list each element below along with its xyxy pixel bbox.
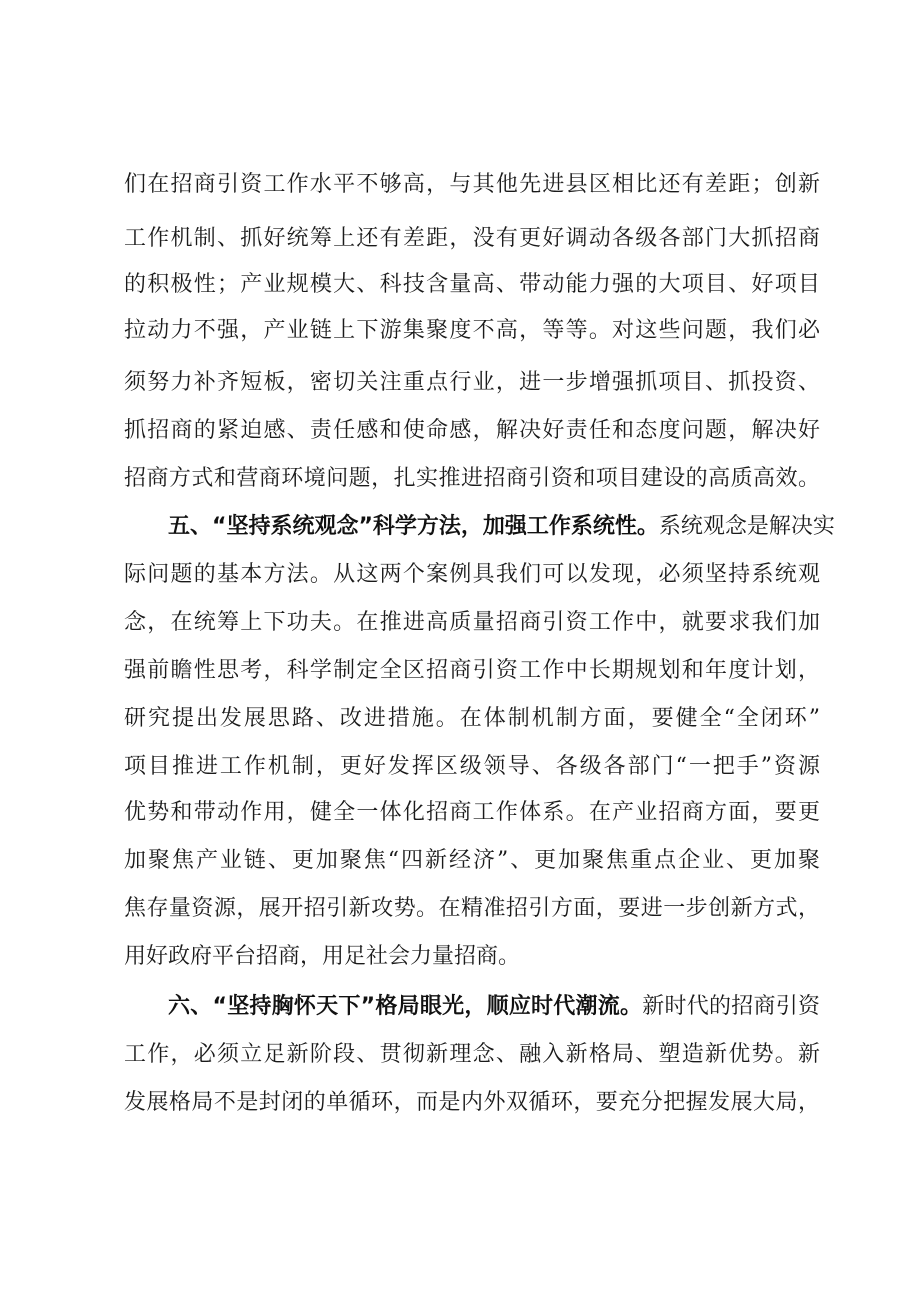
paragraph-2-line-1-rest: 系统观念是解决实 (658, 514, 835, 539)
paragraph-2-line-2: 际问题的基本方法。从这两个案例具我们可以发现，必须坚持系统观 (124, 562, 820, 587)
paragraph-2-line-6: 项目推进工作机制，更好发挥区级领导、各级各部门“一把手”资源 (124, 754, 820, 779)
paragraph-3-line-1 (168, 990, 820, 1024)
paragraph-2-line-5: 研究提出发展思路、改进措施。在体制机制方面，要健全“全闭环” (124, 706, 820, 731)
paragraph-1-line-1: 们在招商引资工作水平不够高，与其他先进县区相比还有差距；创新 (124, 172, 820, 197)
paragraph-2-line-1 (168, 510, 835, 544)
paragraph-2-line-9: 焦存量资源，展开招引新攻势。在精准招引方面，要进一步创新方式， (124, 896, 820, 921)
paragraph-1-line-4: 拉动力不强，产业链上下游集聚度不高，等等。对这些问题，我们必 (124, 318, 820, 343)
paragraph-3-line-3: 发展格局不是封闭的单循环，而是内外双循环，要充分把握发展大局， (124, 1090, 820, 1115)
paragraph-2-line-3: 念，在统筹上下功夫。在推进高质量招商引资工作中，就要求我们加 (124, 610, 820, 635)
paragraph-3-line-2: 工作，必须立足新阶段、贯彻新理念、融入新格局、塑造新优势。新 (124, 1042, 820, 1067)
paragraph-3-line-1-rest: 新时代的招商引资 (642, 994, 820, 1019)
section-6-heading: 六、“坚持胸怀天下”格局眼光，顺应时代潮流。 (168, 994, 643, 1019)
paragraph-1-line-2: 工作机制、抓好统筹上还有差距，没有更好调动各级各部门大抓招商 (124, 226, 820, 251)
paragraph-2-line-8: 加聚焦产业链、更加聚焦“四新经济”、更加聚焦重点企业、更加聚 (124, 848, 820, 873)
paragraph-2-line-7: 优势和带动作用，健全一体化招商工作体系。在产业招商方面，要更 (124, 800, 820, 825)
paragraph-2-line-4: 强前瞻性思考，科学制定全区招商引资工作中长期规划和年度计划， (124, 658, 820, 683)
paragraph-1-line-7: 招商方式和营商环境问题，扎实推进招商引资和项目建设的高质高效。 (124, 466, 820, 491)
section-5-heading: 五、“坚持系统观念”科学方法，加强工作系统性。 (168, 514, 659, 539)
paragraph-1-line-5: 须努力补齐短板，密切关注重点行业，进一步增强抓项目、抓投资、 (124, 370, 820, 395)
paragraph-1-line-3: 的积极性；产业规模大、科技含量高、带动能力强的大项目、好项目 (124, 272, 820, 297)
paragraph-1-line-6: 抓招商的紧迫感、责任感和使命感，解决好责任和态度问题，解决好 (124, 418, 820, 443)
paragraph-2-line-10: 用好政府平台招商，用足社会力量招商。 (124, 944, 521, 969)
